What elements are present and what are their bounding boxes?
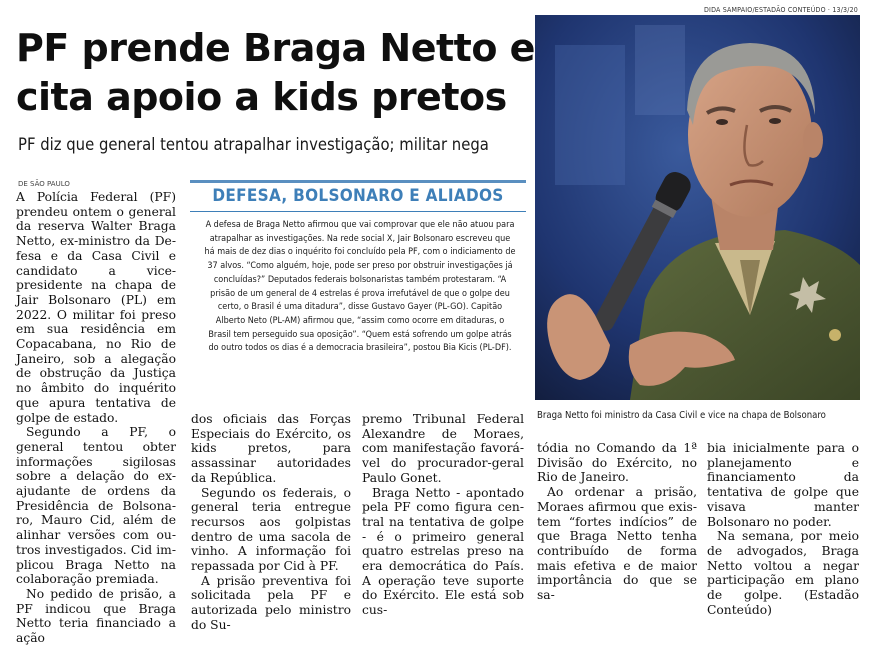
photo-credit: DIDA SAMPAIO/ESTADÃO CONTEÚDO · 13/3/20 (703, 6, 858, 14)
photo (535, 15, 860, 400)
paragraph: Ao ordenar a prisão, Moraes afirmou que existem “fortes indícios” de que Braga Netto tenha contribuído de forma mais efetiva e de maior importância do que se sa- (537, 485, 697, 603)
paragraph: No pedido de prisão, a PF indicou que Braga Netto teria financiado a ação (16, 586, 176, 646)
paragraph: Segundo a PF, o general tentou obter informações sigilosas sobre a delação do ex-ajudante de ordens da Presidência de Bolsonaro, Mauro Cid, além de alinhar versões com outros investigados. Cid implicou Braga Netto na colaboração premiada. (16, 425, 176, 587)
headline: PF prende Braga Netto e cita apoio a kids pretos (16, 26, 535, 119)
article-column-5 (707, 441, 859, 617)
subheadline: PF diz que general tentou atrapalhar investigação; militar nega (18, 135, 489, 154)
sidebar-box-rule (190, 211, 526, 212)
braga-netto-photo (535, 15, 860, 400)
article-column-1 (16, 190, 176, 646)
sidebar-box-title: DEFESA, BOLSONARO E ALIADOS (212, 186, 504, 206)
article-column-2 (191, 412, 351, 633)
paragraph: A Polícia Federal (PF) prendeu ontem o general da reserva Walter Braga Netto, ex-ministro da Defesa e da Casa Civil e candidato a vice-presidente na chapa de Jair Bolsonaro (PL) em 2022. O militar foi preso em sua residência em Copacabana, no Rio de Janeiro, sob a alegação de obstrução da Justiça no âmbito do inquérito que apura tentativa de golpe de estado. (16, 190, 176, 425)
paragraph: Braga Netto - apontado pela PF como figura central na tentativa de golpe - é o primeiro general quatro estrelas preso na era democrática do País. A operação teve suporte do Exército. Ele está sob cus- (362, 485, 524, 618)
paragraph: A prisão preventiva foi solicitada pela PF e autorizada pelo ministro do Su- (191, 573, 351, 632)
paragraph: tódia no Comando da 1ª Divisão do Exército, no Rio de Janeiro. (537, 441, 697, 485)
paragraph: bia inicialmente para o planejamento e financiamento da tentativa de golpe que visava manter Bolsonaro no poder. (707, 441, 859, 529)
dateline: DE SÃO PAULO (18, 180, 70, 188)
sidebar-box-text: A defesa de Braga Netto afirmou que vai comprovar que ele não atuou para atrapalhar as investigações. Na rede social X, Jair Bolsonaro escreveu que há mais de dez dias o inquérito foi concluído pela PF, com o indiciamento de 37 alvos. “Como alguém, hoje, pode ser preso por obstruir investigações já concluídas?” Deputados federais bolsonaristas também protestaram. “A prisão de um general de 4 estrelas é prova irrefutável de que o golpe deu certo, o Brasil é uma ditadura”, disse Gustavo Gayer (PL-GO). Capitão Alberto Neto (PL-AM) afirmou que, “assim como ocorre em ditaduras, o Brasil tem perseguido sua oposição”. “Quem está sofrendo um golpe atrás do outro todos os dias é a democracia brasileira”, postou Bia Kicis (PL-DF). (204, 220, 516, 354)
paragraph: Segundo os federais, o general teria entregue recursos aos golpistas dentro de uma sacola de vinho. A informação foi repassada por Cid à PF. (191, 485, 351, 574)
article-column-4 (537, 441, 697, 603)
article-column-3 (362, 412, 524, 618)
photo-caption: Braga Netto foi ministro da Casa Civil e vice na chapa de Bolsonaro (537, 410, 826, 421)
sidebar-box-top-bar (190, 180, 526, 183)
paragraph: Na semana, por meio de advogados, Braga Netto voltou a negar participação em plano de golpe. (Estadão Conteúdo) (707, 529, 859, 617)
paragraph: premo Tribunal Federal Alexandre de Moraes, com manifestação favorável do procurador-geral Paulo Gonet. (362, 412, 524, 485)
paragraph: dos oficiais das Forças Especiais do Exército, os kids pretos, para assassinar autoridades da República. (191, 412, 351, 485)
